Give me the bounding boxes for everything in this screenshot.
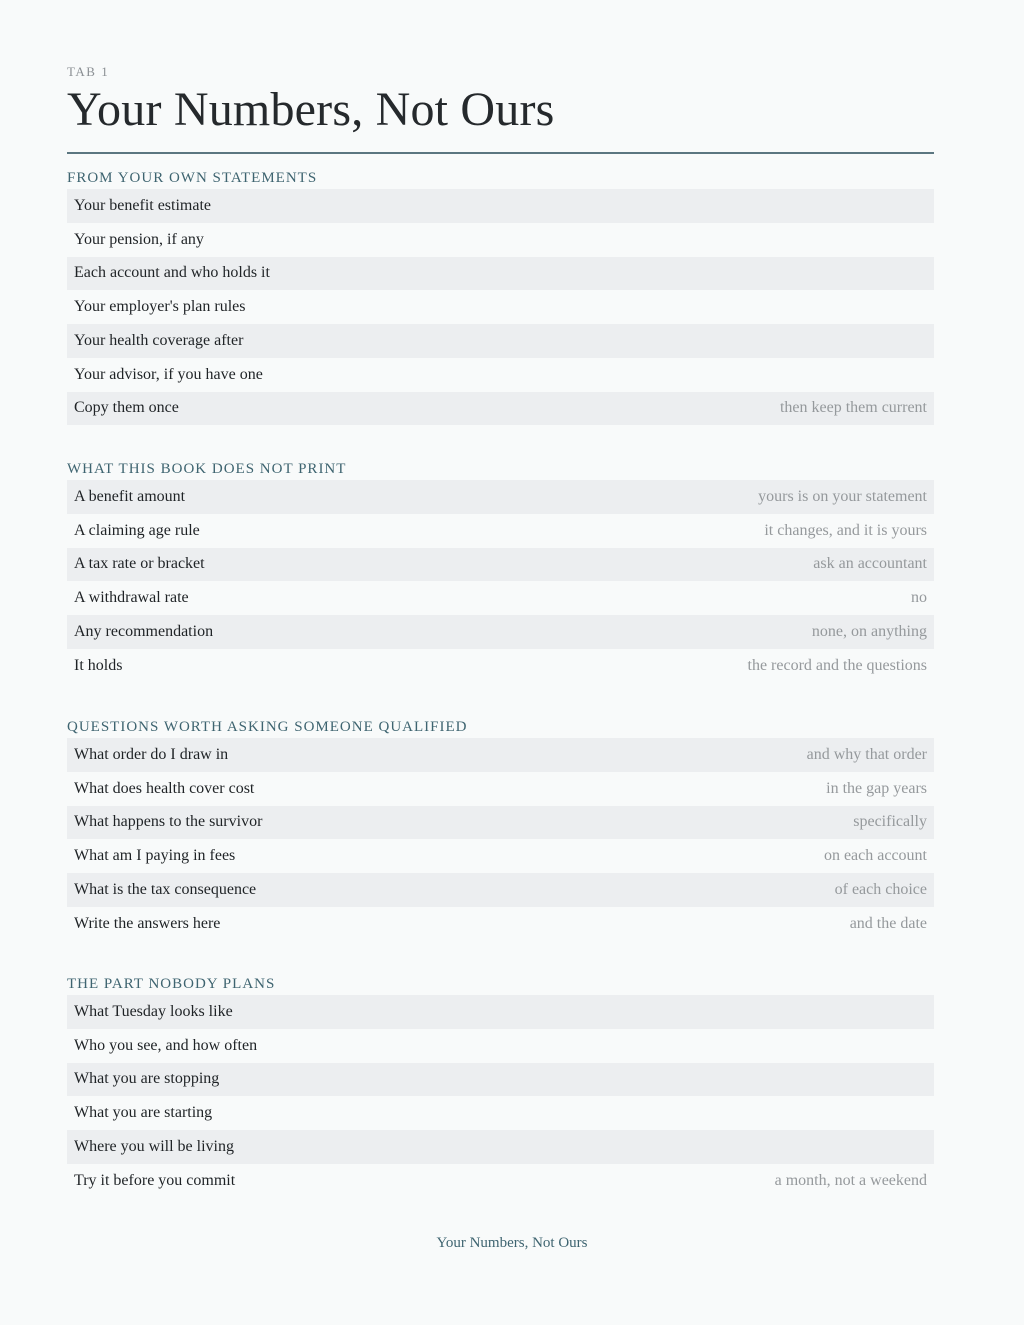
title-divider [67, 152, 934, 154]
item-note: a month, not a weekend [774, 1171, 927, 1189]
item-label: Your benefit estimate [74, 196, 212, 214]
item-label: Each account and who holds it [74, 264, 270, 282]
list-item [67, 257, 934, 291]
item-note: and why that order [806, 745, 927, 763]
item-label: Who you see, and how often [74, 1036, 258, 1054]
item-label: Your pension, if any [74, 230, 204, 248]
list-item [67, 581, 934, 615]
section-own-statements [67, 167, 934, 425]
list-item [67, 806, 934, 840]
section-heading: THE PART NOBODY PLANS [67, 976, 276, 992]
item-note: on each account [823, 847, 927, 865]
item-label: Your employer's plan rules [74, 298, 246, 316]
item-label: What you are stopping [74, 1070, 220, 1088]
list-item [67, 358, 934, 392]
item-note: then keep them current [779, 399, 927, 417]
list-item [67, 995, 934, 1029]
item-label: What am I paying in fees [74, 847, 236, 865]
list-item [67, 189, 934, 223]
item-label: Write the answers here [74, 914, 221, 932]
section-heading: FROM YOUR OWN STATEMENTS [67, 170, 318, 186]
item-label: Copy them once [74, 399, 179, 417]
list-item [67, 873, 934, 907]
list-item [67, 223, 934, 257]
record-list [67, 189, 934, 425]
list-item [67, 514, 934, 548]
item-label: It holds [74, 656, 123, 674]
page-title: Your Numbers, Not Ours [67, 83, 555, 136]
item-label: A tax rate or bracket [74, 555, 205, 573]
list-item [67, 772, 934, 806]
item-note: the record and the questions [747, 656, 927, 674]
list-item [67, 1029, 934, 1063]
item-label: What you are starting [74, 1104, 213, 1122]
item-note: ask an accountant [813, 555, 927, 573]
record-list [67, 738, 934, 941]
list-item [67, 548, 934, 582]
item-label: Try it before you commit [74, 1171, 236, 1189]
item-label: Any recommendation [74, 622, 214, 640]
item-label: What is the tax consequence [74, 880, 257, 898]
item-note: of each choice [834, 880, 927, 898]
section-nobody-plans [67, 973, 934, 1198]
record-list [67, 995, 934, 1198]
list-item [67, 480, 934, 514]
list-item [67, 1130, 934, 1164]
item-note: and the date [849, 914, 927, 932]
item-label: Your health coverage after [74, 331, 244, 349]
list-item [67, 649, 934, 683]
item-label: A withdrawal rate [74, 589, 189, 607]
item-note: yours is on your statement [758, 487, 927, 505]
item-label: Your advisor, if you have one [74, 365, 263, 383]
item-label: A claiming age rule [74, 521, 200, 539]
list-item [67, 1063, 934, 1097]
list-item [67, 290, 934, 324]
list-item [67, 907, 934, 941]
record-list [67, 480, 934, 683]
item-label: What does health cover cost [74, 779, 255, 797]
list-item [67, 615, 934, 649]
section-heading: QUESTIONS WORTH ASKING SOMEONE QUALIFIED [67, 719, 468, 735]
item-note: no [911, 589, 927, 607]
item-label: Where you will be living [74, 1137, 234, 1155]
item-label: What order do I draw in [74, 745, 229, 763]
item-note: specifically [853, 813, 927, 831]
section-heading: WHAT THIS BOOK DOES NOT PRINT [67, 461, 347, 477]
list-item [67, 1164, 934, 1198]
item-label: What happens to the survivor [74, 813, 263, 831]
list-item [67, 738, 934, 772]
item-label: What Tuesday looks like [74, 1002, 233, 1020]
page-footer: Your Numbers, Not Ours [436, 1235, 588, 1251]
item-note: none, on anything [811, 622, 927, 640]
tab-label: TAB 1 [67, 64, 110, 79]
section-questions [67, 716, 934, 941]
list-item [67, 324, 934, 358]
item-note: in the gap years [826, 779, 927, 797]
list-item [67, 1096, 934, 1130]
list-item [67, 839, 934, 873]
section-not-printed [67, 458, 934, 683]
item-note: it changes, and it is yours [764, 521, 927, 539]
item-label: A benefit amount [74, 487, 186, 505]
list-item [67, 392, 934, 426]
